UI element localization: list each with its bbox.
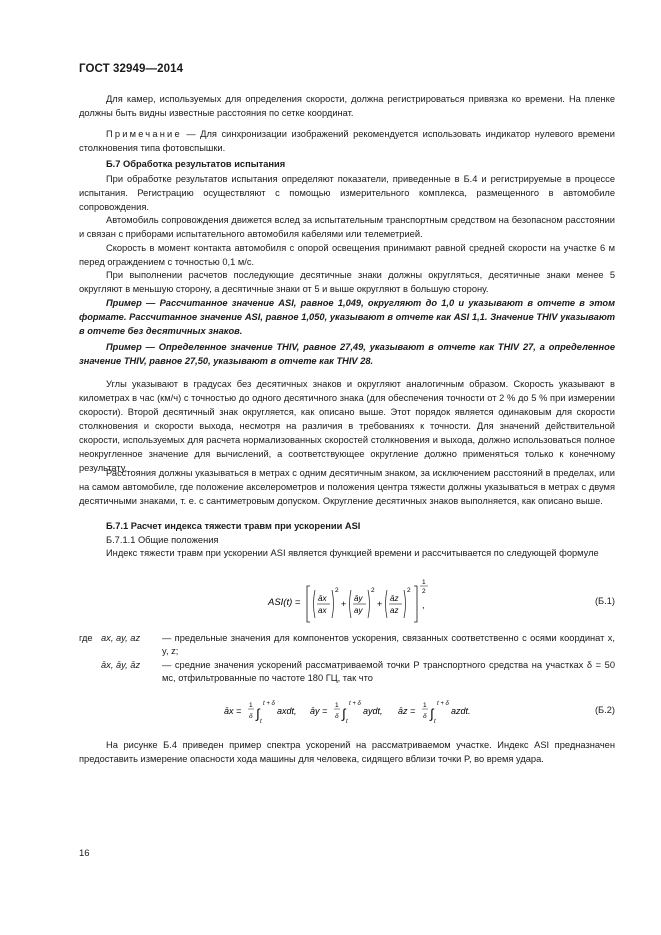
note-paragraph	[79, 127, 615, 155]
svg-text:t + δ: t + δ	[349, 701, 361, 707]
example-asi: Пример — Рассчитанное значение ASI, равное 1,049, округляют до 1,0 и указывают в отчете в этом формате. Рассчитанное значение ASI, равное 1,050, указывают в отчете как ASI 1,1. Значение THIV указывают в отчете без десятичных знаков.	[79, 298, 615, 336]
note-text: — Для синхронизации изображений рекомендуется использовать индикатор нулевого времени столкновения типа фотовспышки.	[79, 129, 615, 153]
formula-asi-lhs: ASI(t) =	[268, 597, 301, 608]
svg-text:ax: ax	[318, 606, 327, 615]
svg-text:axdt,: axdt,	[277, 706, 297, 716]
svg-text:āz: āz	[390, 594, 399, 603]
svg-text:2: 2	[407, 587, 411, 594]
note-label: Примечание	[106, 129, 182, 139]
where-limits-text: — предельные значения для компонентов ускорения, связанных соответственно с осями координат x, y, z;	[162, 633, 615, 656]
paragraph-cameras: Для камер, используемых для определения скорости, должна регистрироваться привязка ко времени. На пленке должны быть видны известные расстояния по сетке координат.	[79, 94, 615, 118]
svg-text:∫: ∫	[342, 706, 346, 721]
section-b71-title: Б.7.1 Расчет индекса тяжести травм при ускорении ASI	[106, 521, 361, 531]
svg-text:δ: δ	[249, 713, 253, 720]
svg-text:aydt,: aydt,	[363, 706, 383, 716]
page-number: 16	[79, 848, 90, 859]
paragraph-distances: Расстояния должны указываться в метрах с одним десятичным знаком, за исключением расстояний в пределах, или на самом автомобиле, где положение акселерометров и положения центра тяжести должны указываться в метрах с двумя десятичными знаками, т. е. с сантиметровым допуском. Округление десятичных знаков выполняется, как описано выше.	[79, 468, 615, 506]
svg-text:āy: āy	[354, 594, 363, 603]
where-means-text: — средние значения ускорений рассматриваемой точки P транспортного средства на участках δ = 50 мс, отфильтрованные по частоте 180 ГЦ, так что	[162, 660, 615, 683]
svg-text:azdt.: azdt.	[451, 706, 471, 716]
svg-text:1: 1	[249, 702, 253, 709]
svg-text:t + δ: t + δ	[437, 701, 449, 707]
svg-text:2: 2	[422, 588, 426, 595]
svg-text:,: ,	[422, 600, 425, 610]
document-header: ГОСТ 32949—2014	[79, 63, 184, 75]
svg-text:∫: ∫	[430, 706, 434, 721]
formula-2-number: (Б.2)	[594, 705, 615, 715]
formula-ay: āy =	[310, 706, 328, 716]
formula-mean-accelerations	[222, 696, 482, 728]
where-symbols-limits: ax, ay, az	[101, 633, 141, 643]
svg-text:t: t	[434, 719, 436, 725]
svg-text:∫: ∫	[256, 706, 260, 721]
section-b711-title: Б.7.1.1 Общие положения	[106, 535, 219, 545]
paragraph-asi-definition: Индекс тяжести травм при ускорении ASI является функцией времени и рассчитывается по следующей формуле	[106, 548, 599, 558]
where-label: где	[79, 633, 93, 643]
svg-text:ay: ay	[354, 606, 363, 615]
paragraph-processing: При обработке результатов испытания определяют показатели, приведенные в Б.4 и регистрируемые в процессе испытания. Регистрацию осуществляют с помощью измерительного комплекса, размещенного в автомобиле сопровождения.	[79, 174, 615, 212]
svg-text:+: +	[377, 599, 383, 609]
paragraph-rounding: При выполнении расчетов последующие десятичные знаки должны округляться, десятичные знаки менее 5 округляют в меньшую сторону, а десятичные знаки от 5 и выше округляют в большую сторону.	[79, 270, 615, 294]
svg-text:1: 1	[423, 702, 427, 709]
svg-text:1: 1	[335, 702, 339, 709]
paragraph-spectrum: На рисунке Б.4 приведен пример спектра ускорений на рассматриваемом участке. Индекс ASI предназначен предоставить измерение опасности хода машины для человека, сидящего вблизи точки P, во время удара.	[79, 740, 615, 764]
where-symbols-means: āx, āy, āz	[101, 660, 141, 670]
svg-text:t: t	[346, 719, 348, 725]
svg-text:δ: δ	[335, 713, 339, 720]
svg-text:t: t	[260, 719, 262, 725]
svg-text:az: az	[390, 606, 399, 615]
formula-az: āz =	[398, 706, 416, 716]
svg-text:t + δ: t + δ	[263, 701, 275, 707]
svg-text:2: 2	[371, 587, 375, 594]
paragraph-escort-vehicle: Автомобиль сопровождения движется вслед за испытательным транспортным средством на безопасном расстоянии и связан с приборами испытательного автомобиля кабелями или телеметрией.	[79, 215, 615, 239]
formula-1-number: (Б.1)	[594, 596, 615, 606]
paragraph-contact-speed: Скорость в момент контакта автомобиля с опорой освещения принимают равной средней скорости на участке 6 м перед ограждением с точностью 0,1 м/с.	[79, 243, 615, 267]
svg-text:1: 1	[422, 579, 426, 586]
example-thiv: Пример — Определенное значение THIV, равное 27,49, указывают в отчете как THIV 27, а определенное значение THIV, равное 27,50, указывают в отчете как THIV 28.	[79, 342, 615, 366]
formula-asi	[262, 578, 442, 628]
section-b7-title: Б.7 Обработка результатов испытания	[106, 159, 286, 169]
svg-text:2: 2	[335, 587, 339, 594]
formula-ax: āx =	[224, 706, 242, 716]
svg-text:āx: āx	[318, 594, 327, 603]
svg-text:+: +	[341, 599, 347, 609]
paragraph-angles-speed: Углы указывают в градусах без десятичных знаков и округляют аналогичным образом. Скорость указывают в километрах в час (км/ч) с точностью до одного десятичного знака (для обеспечения точности от 2 % до 5 % при измерении скорости). Второй десятичный знак округляется, как описано выше. Этот порядок является одинаковым для скорости столкновения и скорости выхода, несмотря на различия в требованиях к точности. Для значений действительной скорости, используемых для расчета нормализованных скоростей столкновения и выхода, должно использоваться полное неокругленное значение для вычислений, а соответствующее округление должно применяться только к конечному результату.	[79, 379, 615, 473]
svg-text:δ: δ	[423, 713, 427, 720]
